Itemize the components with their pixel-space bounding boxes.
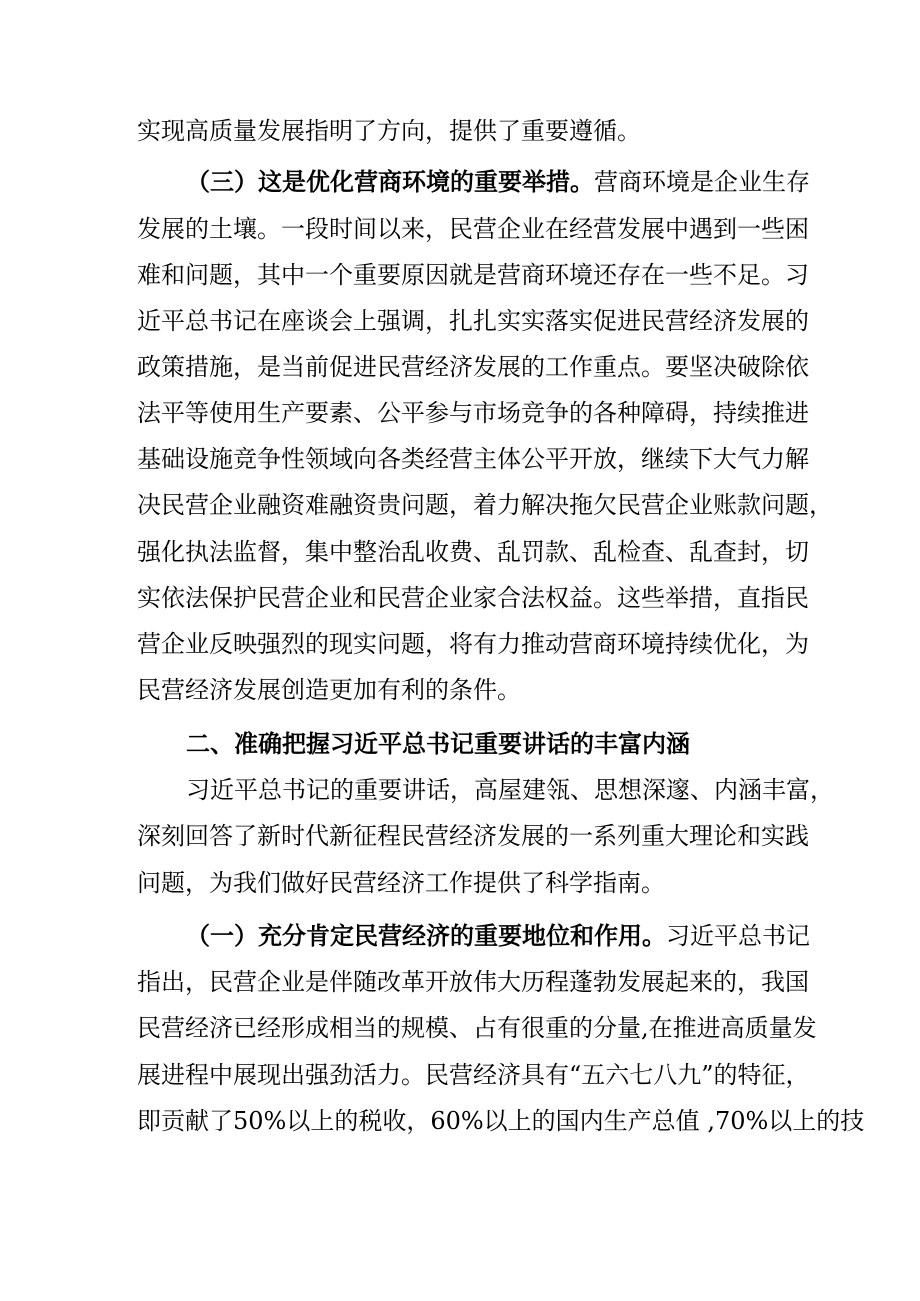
part-two-heading: 二、准确把握习近平总书记重要讲话的丰富内涵 (186, 729, 690, 758)
paragraph-line: 难和问题，其中一个重要原因就是营商环境还存在一些不足。习 (137, 261, 809, 289)
paragraph-line: 营企业反映强烈的现实问题，将有力推动营商环境持续优化，为 (137, 630, 809, 658)
section-one-heading: （一）充分肯定民营经济的重要地位和作用。 (186, 921, 666, 950)
paragraph-line: 民营经济发展创造更加有利的条件。 (137, 676, 521, 704)
paragraph-line: 实现高质量发展指明了方向，提供了重要遵循。 (137, 117, 641, 145)
paragraph-line: 法平等使用生产要素、公平参与市场竞争的各种障碍，持续推进 (137, 399, 809, 427)
section-one-first-line (186, 921, 810, 951)
paragraph-line: 实依法保护民营企业和民营企业家合法权益。这些举措，直指民 (137, 584, 809, 612)
paragraph-line: 民营经济已经形成相当的规模、占有很重的分量,在推进高质量发 (137, 1014, 817, 1042)
paragraph-line: 发展的土壤。一段时间以来，民营企业在经营发展中遇到一些困 (137, 215, 809, 243)
paragraph-line: 展进程中展现出强劲活力。民营经济具有“五六七八九”的特征， (137, 1061, 810, 1089)
paragraph-line: 问题，为我们做好民营经济工作提供了科学指南。 (137, 869, 665, 897)
paragraph-line: 深刻回答了新时代新征程民营经济发展的一系列重大理论和实践 (137, 822, 809, 850)
paragraph-line: 政策措施，是当前促进民营经济发展的工作重点。要坚决破除依 (137, 353, 809, 381)
paragraph-line: 基础设施竞争性领域向各类经营主体公平开放，继续下大气力解 (137, 445, 809, 473)
section-three-first-line (186, 167, 810, 197)
section-three-heading: （三）这是优化营商环境的重要举措。 (186, 167, 594, 196)
paragraph-first-line: 习近平总书记的重要讲话，高屋建瓴、思想深邃、内涵丰富， (186, 776, 834, 804)
paragraph-line: 决民营企业融资难融资贵问题，着力解决拖欠民营企业账款问题， (137, 491, 833, 519)
paragraph-line: 强化执法监督，集中整治乱收费、乱罚款、乱检查、乱查封，切 (137, 538, 809, 566)
paragraph-line: 即贡献了50%以上的税收，60%以上的国内生产总值 ,70%以上的技 (137, 1107, 865, 1135)
section-three-first-line-text: 营商环境是企业生存 (594, 168, 810, 196)
section-one-first-line-text: 习近平总书记 (666, 922, 810, 950)
paragraph-line: 近平总书记在座谈会上强调，扎扎实实落实促进民营经济发展的 (137, 307, 809, 335)
paragraph-line: 指出，民营企业是伴随改革开放伟大历程蓬勃发展起来的，我国 (137, 968, 809, 996)
